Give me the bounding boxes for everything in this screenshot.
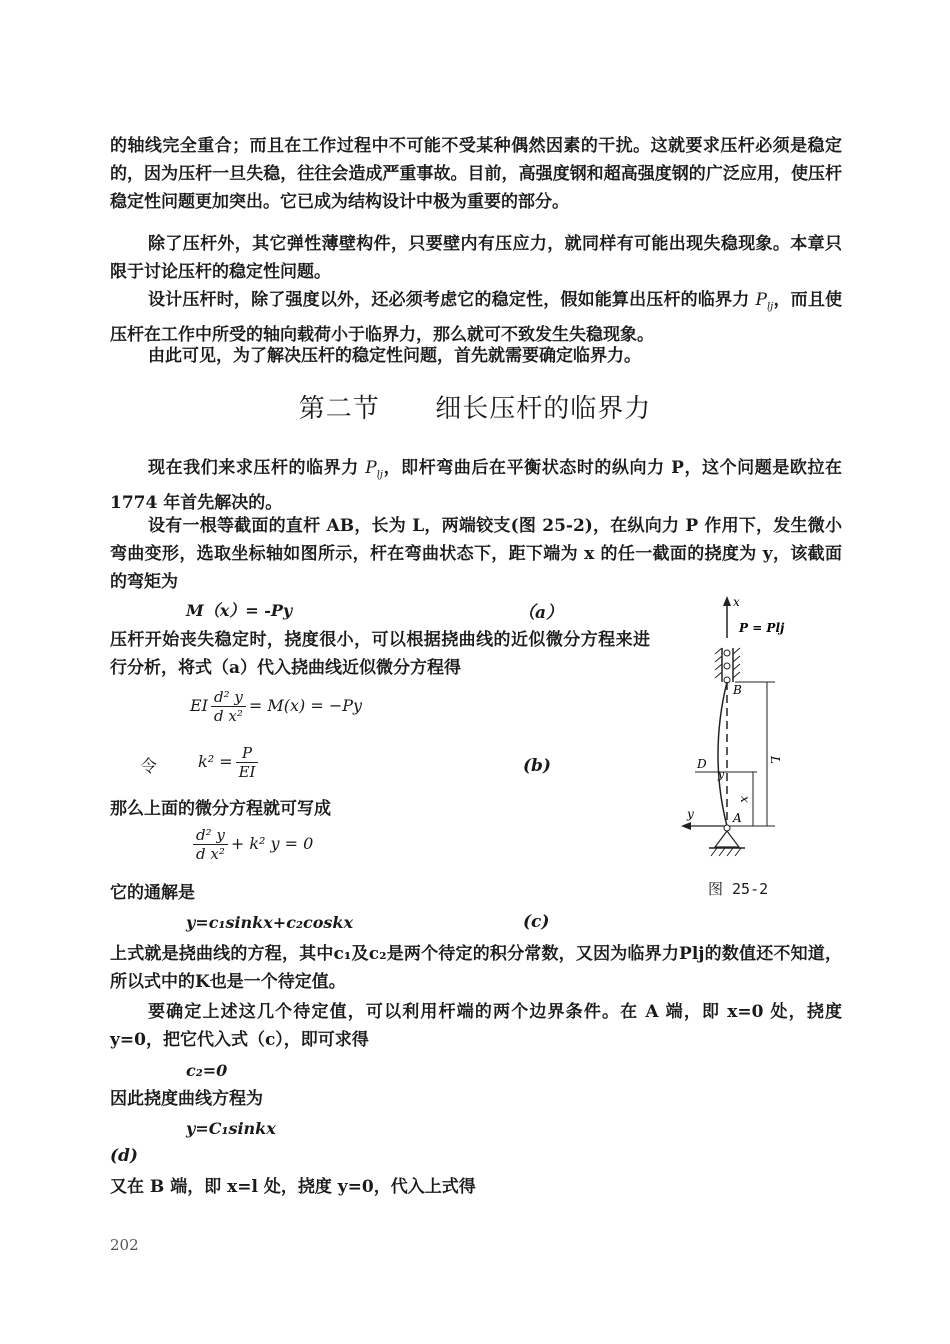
paragraph-5-end: ，即杆弯曲后在平衡状态时的纵向力 P，这个问题是欧拉在 1774 年首先解决的。 [110, 458, 843, 514]
paragraph-1: 的轴线完全重合；而且在工作过程中不可能不受某种偶然因素的干扰。这就要求压杆必须是稳定的，因为压杆一旦失稳，往往会造成严重事故。目前，高强度钢和超高强度钢的广泛应用，使压杆稳定性问题更加突出。它已成为结构设计中极为重要的部分。 [110, 136, 842, 212]
point-d-label: D [697, 757, 707, 771]
paragraph-3 [110, 286, 842, 349]
deflected-column [718, 682, 727, 826]
paragraph-2: 除了压杆外，其它弹性薄壁构件，只要壁内有压应力，就同样有可能出现失稳现象。本章只限于讨论压杆的稳定性问题。 [110, 234, 842, 282]
column-figure [675, 590, 825, 900]
paragraph-10: 上式就是挠曲线的方程，其中c₁及c₂是两个待定的积分常数，又因为临界力Plj的数值还不知道，所以式中的K也是一个待定值。 [110, 944, 842, 992]
equation-label-a: （a） [518, 603, 564, 623]
paragraph-12: 因此挠度曲线方程为 [110, 1089, 263, 1109]
paragraph-3-end: ，而且使压杆在工作中所受的轴向载荷小于临界力，那么就可不致发生失稳现象。 [110, 290, 842, 346]
paragraph-4: 由此可见，为了解决压杆的稳定性问题，首先就需要确定临界力。 [148, 346, 641, 366]
paragraph-5-start: 现在我们来求压杆的临界力 [148, 458, 366, 478]
equation-deflection: y=C₁sinkx [186, 1119, 276, 1138]
paragraph-9: 它的通解是 [110, 883, 195, 903]
paragraph-7: 压杆开始丧失稳定时，挠度很小，可以根据挠曲线的近似微分方程来进行分析，将式（a）代入挠曲线近似微分方程得 [110, 630, 650, 678]
let-word: 令 [140, 757, 157, 777]
paragraph-11: 要确定上述这几个待定值，可以利用杆端的两个边界条件。在 A 端，即 x=0 处，挠度 y=0，把它代入式（c），即可求得 [110, 1002, 842, 1050]
paragraph-6: 设有一根等截面的直杆 AB，长为 L，两端铰支(图 25-2)，在纵向力 P 作用下，发生微小弯曲变形，选取坐标轴如图所示，杆在弯曲状态下，距下端为 x 的任一截面的挠度为 y，该截面的弯矩为 [110, 516, 842, 592]
paragraph-13: 又在 B 端，即 x=l 处，挠度 y=0，代入上式得 [110, 1177, 476, 1197]
figure-caption: 图 25-2 [708, 880, 769, 898]
top-roller [724, 650, 730, 656]
equation-general-solution: y=c₁sinkx+c₂coskx [186, 913, 353, 932]
load-arrow-head [723, 596, 731, 606]
dim-l-label: L [768, 756, 782, 764]
deflection-y-label: y [718, 768, 725, 781]
y-axis-label: y [687, 807, 694, 821]
equation-label-c: (c) [523, 912, 550, 932]
paragraph-8: 那么上面的微分方程就可写成 [110, 799, 331, 819]
x-axis-label: x [733, 595, 740, 609]
equation-c2: c₂=0 [186, 1061, 228, 1080]
equation-k-squared: k² = $\frac{P}{EI}$ [198, 744, 261, 781]
equation-differential: EI $\frac{\text{d² y}}{\text{d x²}}$ = M(x) = −Py [190, 688, 363, 725]
critical-force-symbol: $P_{lj}$ [755, 290, 774, 313]
page-number: 202 [110, 1236, 139, 1254]
point-b-label: B [733, 683, 742, 697]
ground-hatch [711, 848, 741, 856]
paragraph-3-start: 设计压杆时，除了强度以外，还必须考虑它的稳定性，假如能算出压杆的临界力 [148, 290, 756, 310]
critical-force-symbol-2: $P_{lj}$ [365, 458, 384, 481]
equation-label-b: (b) [523, 756, 551, 776]
load-label: P = Plj [739, 621, 785, 635]
equation-ode: $\frac{\text{d² y}}{\text{d x²}}$ + k² y = 0 [190, 826, 313, 863]
dim-x-label: x [738, 796, 752, 803]
section-title: 第二节 细长压杆的临界力 [298, 394, 652, 424]
paragraph-5 [110, 454, 842, 517]
point-a-label: A [733, 811, 742, 825]
top-roller-2 [724, 663, 730, 669]
equation-moment: M（x）= -Py [186, 601, 293, 620]
y-axis-arrow [681, 822, 691, 830]
equation-label-d: (d) [110, 1146, 138, 1166]
pin-support [715, 831, 739, 847]
